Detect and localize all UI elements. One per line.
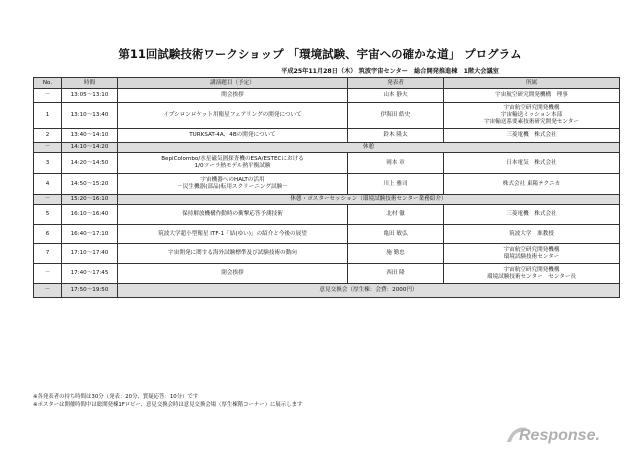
row-no: － (34, 89, 62, 103)
page-title: 第11回試験技術ワークショップ 「環境試験、宇宙への確かな道」 プログラム (118, 47, 522, 61)
row-time: 17:50～19:50 (62, 284, 118, 298)
row-affiliation (444, 264, 620, 284)
program-table (33, 77, 620, 298)
row-no: 7 (34, 244, 62, 264)
row-title (118, 284, 620, 298)
row-no: － (34, 195, 62, 205)
row-time: 14:50～15:20 (62, 174, 118, 195)
row-affiliation (444, 103, 620, 129)
row-no: － (34, 143, 62, 153)
row-time: 15:20～16:10 (62, 195, 118, 205)
table-row (34, 244, 620, 264)
row-title (118, 195, 620, 205)
table-row (34, 284, 620, 298)
table-row (34, 195, 620, 205)
response-logo (505, 422, 623, 446)
row-time: 17:40～17:45 (62, 264, 118, 284)
row-presenter: 川上 雅司 (348, 174, 444, 195)
row-no: － (34, 264, 62, 284)
row-affiliation-line: 宇宙航空研究開発機構 (503, 246, 560, 253)
row-time: 16:40～17:10 (62, 225, 118, 244)
table-header-row (34, 78, 620, 89)
header-presenter: 発表者 (348, 78, 444, 89)
row-title-line: 宇宙開発に関する海外試験標準及び試験技術の動向 (168, 250, 297, 257)
row-no: 3 (34, 153, 62, 174)
row-title (118, 129, 348, 143)
row-title-line: TURKSAT-4A、4Bの開発について (189, 132, 276, 139)
row-title-line: 宇宙機器へのHALTの活用 (200, 177, 265, 184)
row-title (118, 143, 620, 153)
row-time: 14:10～14:20 (62, 143, 118, 153)
row-affiliation-line: 三菱電機 株式会社 (506, 211, 557, 218)
row-no: 4 (34, 174, 62, 195)
row-presenter: 亀田 敏弘 (348, 225, 444, 244)
row-title (118, 225, 348, 244)
row-time: 13:05～13:10 (62, 89, 118, 103)
header-time: 時間 (62, 78, 118, 89)
row-presenter: 北村 徹 (348, 205, 444, 225)
row-no: 2 (34, 129, 62, 143)
row-title (118, 153, 348, 174)
row-affiliation (444, 174, 620, 195)
footnotes (33, 393, 302, 409)
row-affiliation (444, 225, 620, 244)
row-affiliation-line: 宇宙航空研究開発機構 理事 (495, 92, 568, 99)
row-presenter: 伊海田 皓史 (348, 103, 444, 129)
row-affiliation-line: 筑波大学 准教授 (509, 230, 554, 237)
table-row (34, 153, 620, 174)
row-affiliation-line: 日本電気 株式会社 (506, 159, 557, 166)
row-title (118, 174, 348, 195)
table-row (34, 205, 620, 225)
row-affiliation-line: 環境試験技術センター (503, 253, 560, 260)
row-affiliation (444, 89, 620, 103)
row-time: 13:40～14:10 (62, 129, 118, 143)
logo-text: Response. (519, 427, 600, 444)
footnote: ※ポスターは開催時間中は総開発棟1Fロビー、意見交換会時は意見交換会場（厚生棟階コーナー）に展示します (33, 402, 303, 409)
row-affiliation-line: 株式会社 東陽テクニカ (502, 180, 561, 187)
row-title-line: 休憩 (362, 144, 375, 151)
table-row (34, 103, 620, 129)
row-time: 16:10～16:40 (62, 205, 118, 225)
row-title-line: －民生機器(部品)転用スクリーニング試験－ (177, 184, 288, 190)
row-title-line: 開会挨拶 (221, 92, 244, 99)
header-title: 講演題目（予定） (118, 78, 348, 89)
row-title-line: 1/0ツーラ熱モデル熱平衡試験 (194, 163, 271, 169)
row-title-line: イプシロンロケット用衛星フェアリングの開発について (163, 112, 302, 119)
table-row (34, 264, 620, 284)
row-title-line: 休憩・ポスターセッション（環境試験技術センター業務紹介） (290, 196, 447, 203)
row-title-line: 閉会挨拶 (221, 270, 244, 277)
row-title (118, 244, 348, 264)
row-title (118, 103, 348, 129)
row-affiliation-line: 宇宙航空研究開発機構 (503, 105, 560, 112)
row-title (118, 89, 348, 103)
row-no: 1 (34, 103, 62, 129)
row-presenter: 岡本 章 (348, 153, 444, 174)
row-affiliation (444, 153, 620, 174)
row-presenter: 施 勤忠 (348, 244, 444, 264)
row-time: 13:10～13:40 (62, 103, 118, 129)
row-presenter: 西田 隆 (348, 264, 444, 284)
row-title-line: 意見交換会（厚生棟：会費：2000円） (319, 287, 418, 294)
row-affiliation-line: 宇宙航空研究開発機構 (503, 266, 560, 273)
footnote: ※各発表者の持ち時間は30分（発表：20分、質疑応答：10分）です (33, 394, 199, 400)
row-affiliation-line: 環境試験技術センター センター長 (486, 273, 577, 280)
table-row (34, 89, 620, 103)
row-title (118, 205, 348, 225)
table-row (34, 129, 620, 143)
row-no: 6 (34, 225, 62, 244)
row-affiliation (444, 244, 620, 264)
row-presenter: 鈴木 隆太 (348, 129, 444, 143)
header-affiliation: 所属 (444, 78, 620, 89)
row-affiliation (444, 129, 620, 143)
row-title (118, 264, 348, 284)
row-affiliation-line: 三菱電機 株式会社 (506, 132, 557, 139)
table-row (34, 143, 620, 153)
row-affiliation-line: 宇宙輸送ミッション本部 (500, 112, 563, 119)
row-presenter: 山本 静夫 (348, 89, 444, 103)
row-no: 5 (34, 205, 62, 225)
table-row (34, 174, 620, 195)
header-no: No. (34, 78, 62, 89)
row-affiliation (444, 205, 620, 225)
row-time: 14:20～14:50 (62, 153, 118, 174)
row-time: 17:10～17:40 (62, 244, 118, 264)
row-no: － (34, 284, 62, 298)
table-row (34, 225, 620, 244)
event-date-venue: 平成25年11月28日（木） 筑波宇宙センター 総合開発推進棟 1階大会議室 (281, 68, 499, 75)
row-affiliation-line: 宇宙輸送系要素技術研究開発センター (484, 118, 579, 125)
row-title-line: 筑波大学超小型衛星 ITF-1「結(ゆい)」の紹介と今後の展望 (158, 230, 307, 237)
row-title-line: BepiColombo/水星磁気圏探査機のESA/ESTECにおける (161, 156, 304, 163)
row-title-line: 保持解放機構作動時の衝撃応答予測技術 (182, 211, 283, 218)
